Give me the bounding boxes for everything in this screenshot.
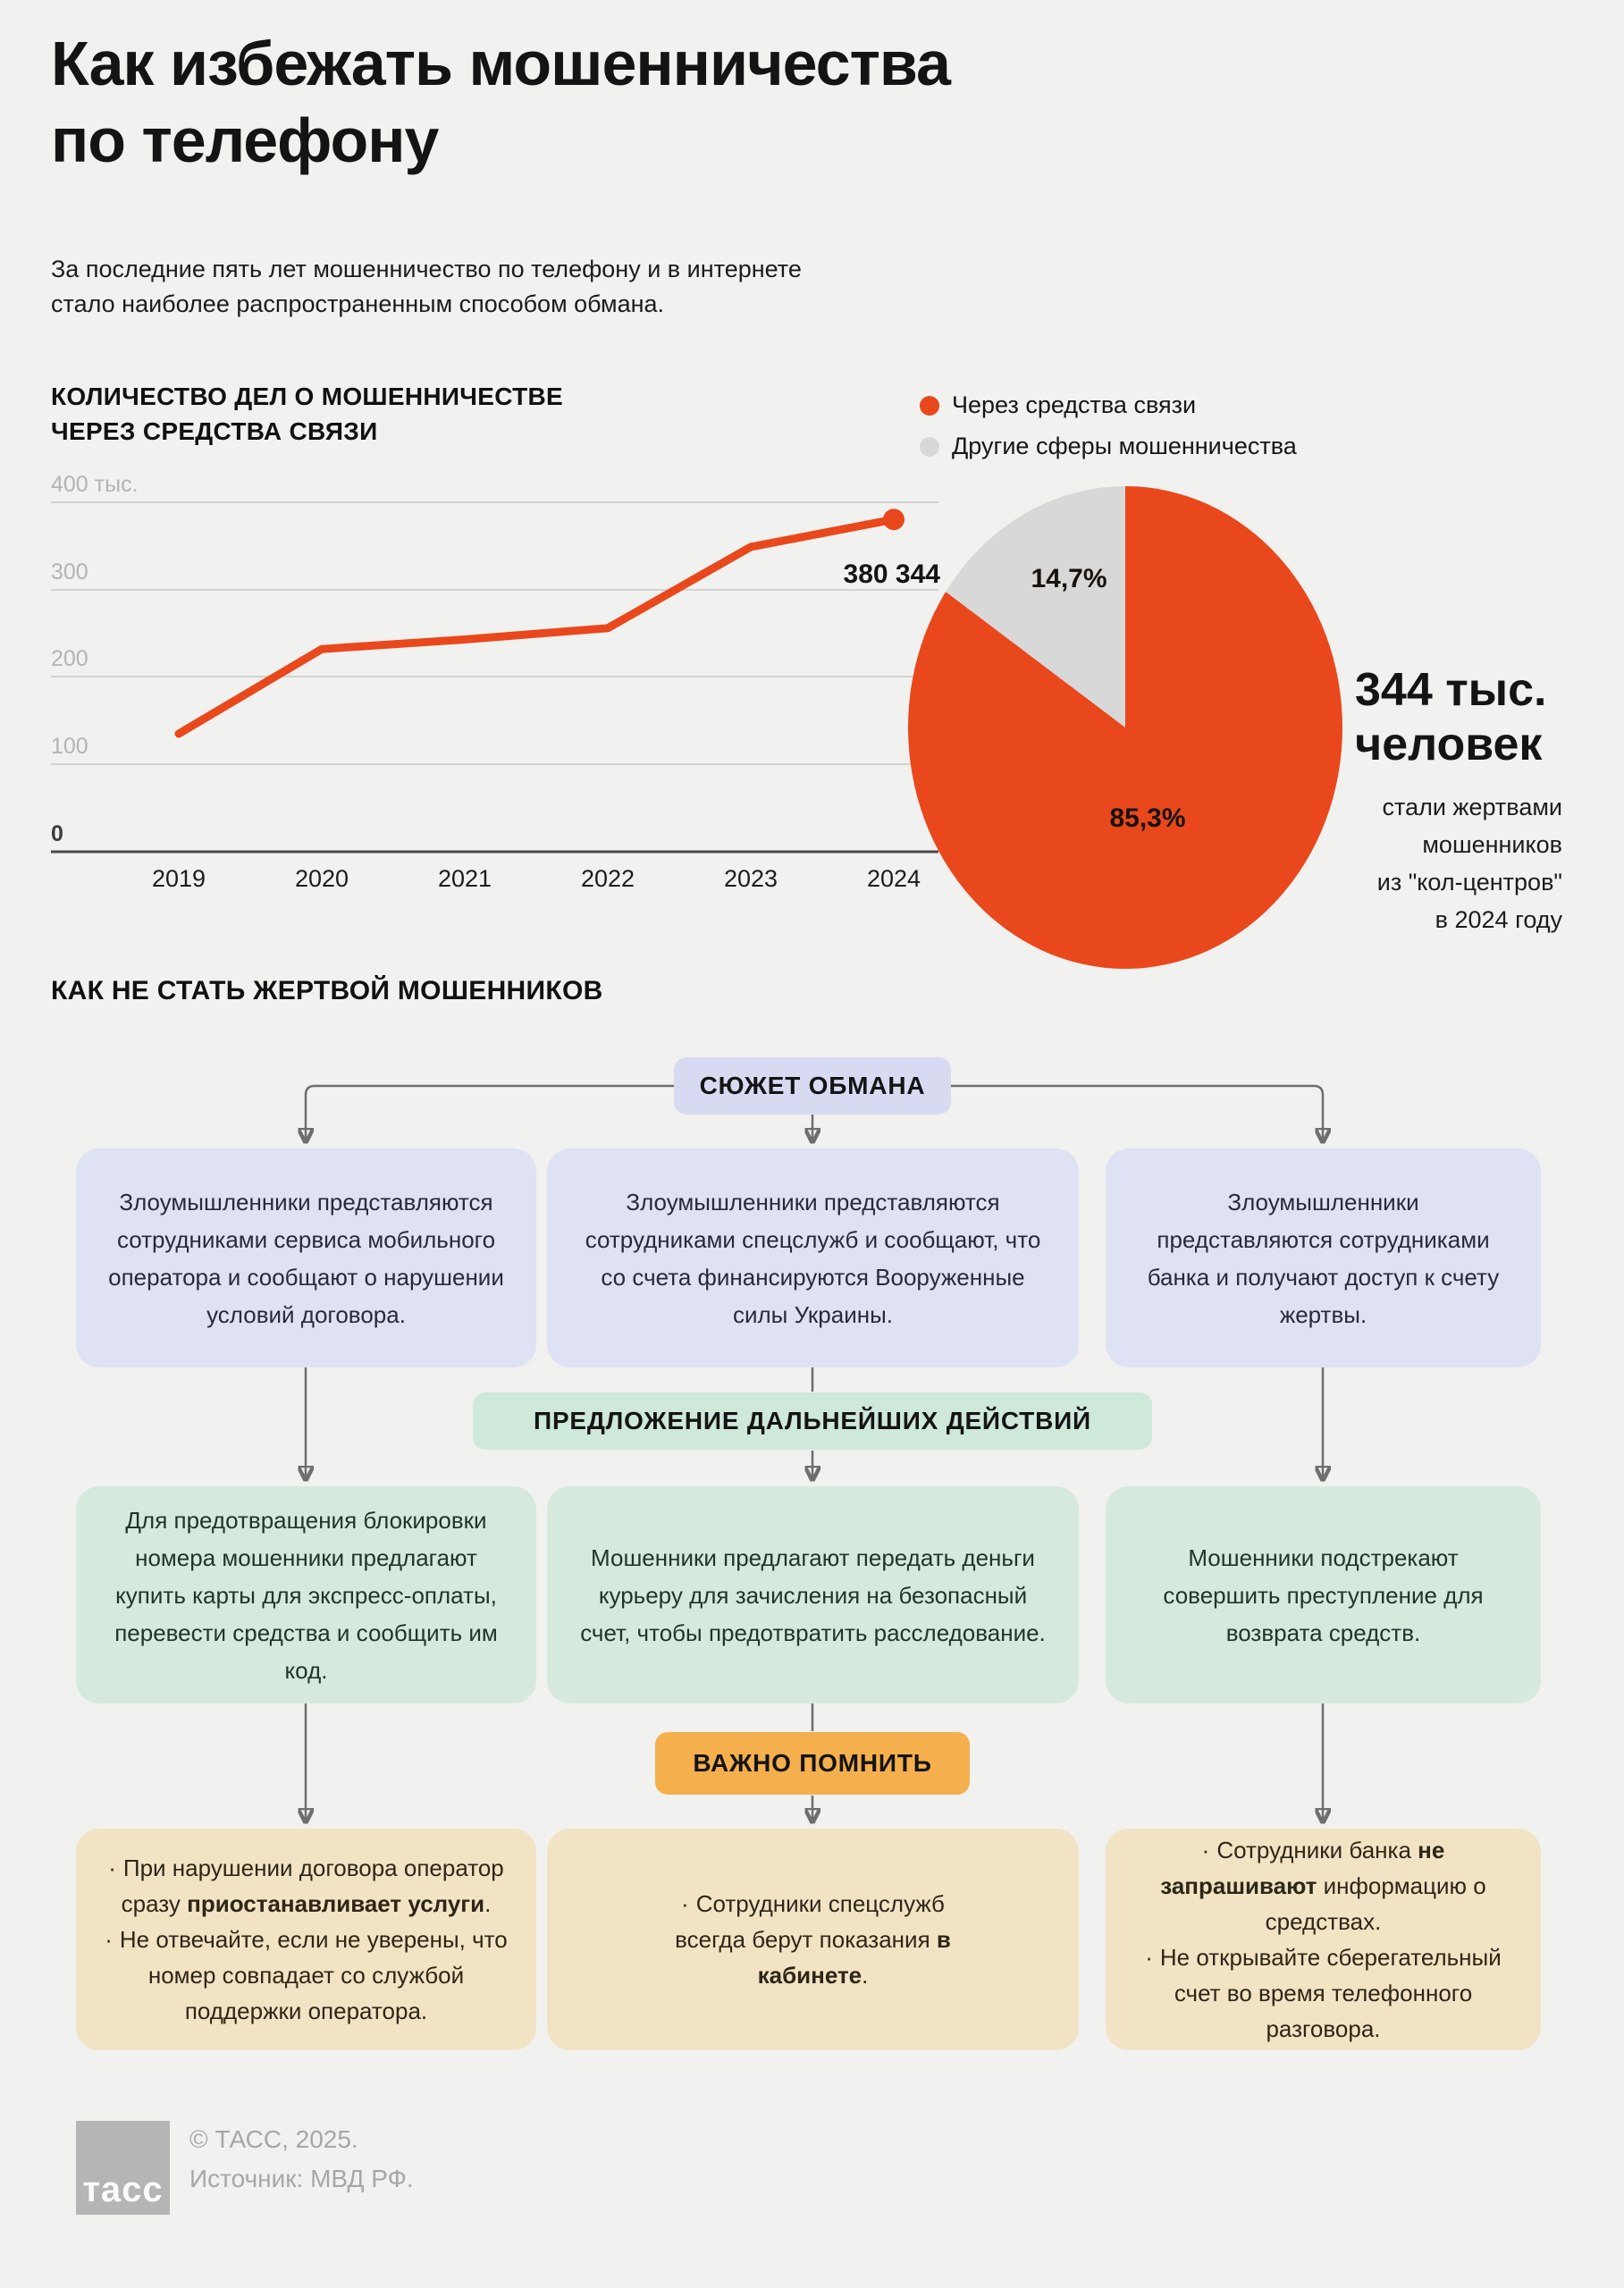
action-box-incite-crime: Мошенники подстрекают совершить преступление для возврата средств. — [1106, 1486, 1541, 1703]
ytick-300: 300 — [51, 559, 88, 585]
footer-source: Источник: МВД РФ. — [189, 2165, 414, 2192]
legend-label: Другие сферы мошенничества — [952, 433, 1297, 459]
page-title-line2: по телефону — [51, 105, 439, 175]
page-title — [51, 25, 950, 179]
legend-dot-orange-icon — [920, 396, 939, 416]
bullet-text-bold: приостанавливает услуги — [187, 1890, 485, 1917]
tass-logo — [76, 2121, 170, 2215]
victims-unit: человек — [1355, 719, 1543, 770]
trend-endpoint-dot — [883, 509, 905, 530]
flowchart-section-title: КАК НЕ СТАТЬ ЖЕРТВОЙ МОШЕННИКОВ — [51, 976, 603, 1005]
xtick-2022: 2022 — [580, 865, 635, 892]
victims-desc-line: мошенников — [1422, 831, 1562, 858]
chart-legend — [920, 391, 1297, 460]
bullet-text: При нарушении договора оператор сразу — [121, 1855, 504, 1917]
xtick-2021: 2021 — [437, 865, 492, 892]
remember-bullet — [97, 1922, 515, 2029]
victims-desc-line: в 2024 году — [1435, 906, 1562, 933]
bullet-text-bold: в кабинете — [757, 1926, 951, 1989]
xtick-2020: 2020 — [294, 865, 349, 892]
pie-label-communications: 85,3% — [1109, 803, 1186, 833]
legend-dot-gray-icon — [920, 437, 939, 457]
ytick-0: 0 — [51, 821, 63, 846]
legend-item-communications — [920, 391, 1297, 419]
remember-box-special-services — [547, 1829, 1079, 2050]
tass-logo-text: тасс — [82, 2170, 164, 2209]
scheme-box-mobile-operator: Злоумышленники представляются сотрудниками сервиса мобильного оператора и сообщают о нарушении условий договора. — [76, 1148, 536, 1367]
xtick-2024: 2024 — [866, 865, 921, 892]
victims-desc-line: стали жертвами — [1382, 794, 1562, 820]
bullet-icon: · — [108, 1855, 116, 1881]
stage-pill-scheme: СЮЖЕТ ОБМАНА — [674, 1057, 951, 1115]
remember-bullet — [97, 1850, 515, 1922]
bullet-icon: · — [1201, 1837, 1210, 1863]
pie-label-other: 14,7% — [1031, 564, 1107, 593]
bullet-text: Не отвечайте, если не уверены, что номер совпадает со службой поддержки оператора. — [119, 1926, 508, 2024]
page-subtitle-line2: стало наиболее распространенным способом обмана. — [51, 290, 665, 317]
victims-callout — [1355, 663, 1562, 938]
xtick-2023: 2023 — [723, 865, 778, 892]
ytick-400: 400 тыс. — [51, 472, 139, 497]
bullet-text: Сотрудники спецслужб всегда берут показания — [675, 1890, 945, 1953]
stage-pill-next-actions: ПРЕДЛОЖЕНИЕ ДАЛЬНЕЙШИХ ДЕЙСТВИЙ — [473, 1392, 1152, 1450]
action-box-express-cards: Для предотвращения блокировки номера мошенники предлагают купить карты для экспресс-оплаты, перевести средства и сообщить им код. — [76, 1486, 536, 1703]
xtick-2019: 2019 — [151, 865, 206, 892]
remember-bullet — [1127, 1939, 1519, 2047]
bullet-icon: · — [1145, 1944, 1153, 1971]
remember-bullet — [645, 1886, 980, 1993]
bullet-text: Не открывайте сберегательный счет во время телефонного разговора. — [1159, 1944, 1502, 2042]
scheme-box-bank: Злоумышленники представляются сотрудниками банка и получают доступ к счету жертвы. — [1106, 1148, 1541, 1367]
action-box-courier-transfer: Мошенники предлагают передать деньги курьеру для зачисления на безопасный счет, чтобы предотвратить расследование. — [547, 1486, 1079, 1703]
bullet-text: информацию о средствах. — [1265, 1872, 1486, 1935]
stage-pill-remember: ВАЖНО ПОМНИТЬ — [655, 1732, 970, 1795]
page-subtitle-line1: За последние пять лет мошенничество по телефону и в интернете — [51, 256, 802, 282]
legend-label: Через средства связи — [952, 391, 1197, 418]
footer-credits — [189, 2120, 414, 2199]
victims-callout-headline — [1355, 663, 1562, 772]
scheme-box-special-services: Злоумышленники представляются сотрудниками спецслужб и сообщают, что со счета финансируются Вооруженные силы Украины. — [547, 1148, 1079, 1367]
bullet-text: Сотрудники банка — [1216, 1837, 1418, 1863]
fraud-share-pie-chart — [908, 486, 1342, 969]
remember-bullet — [1127, 1832, 1519, 1939]
remember-box-operator — [76, 1829, 536, 2050]
remember-box-bank — [1106, 1829, 1541, 2050]
victims-desc-line: из "кол-центров" — [1376, 869, 1562, 896]
line-chart-title-line2: ЧЕРЕЗ СРЕДСТВА СВЯЗИ — [51, 417, 378, 445]
bullet-text-bold: не запрашивают — [1160, 1837, 1445, 1899]
bullet-text: . — [862, 1962, 869, 1989]
bullet-icon: · — [681, 1890, 689, 1917]
victims-callout-description — [1355, 788, 1562, 938]
ytick-200: 200 — [51, 646, 88, 671]
page-title-line1: Как избежать мошенничества — [51, 29, 950, 98]
cases-line-chart — [45, 472, 947, 894]
page-subtitle — [51, 252, 802, 322]
legend-item-other — [920, 433, 1297, 460]
trend-line — [179, 519, 894, 734]
bullet-text: . — [484, 1890, 492, 1917]
footer-copyright: © ТАСС, 2025. — [189, 2125, 358, 2153]
trend-endpoint-label: 380 344 — [843, 559, 940, 589]
ytick-100: 100 — [51, 734, 88, 759]
victims-count: 344 тыс. — [1355, 664, 1547, 716]
line-chart-title-line1: КОЛИЧЕСТВО ДЕЛ О МОШЕННИЧЕСТВЕ — [51, 383, 563, 410]
bullet-icon: · — [105, 1926, 113, 1953]
line-chart-title — [51, 379, 563, 449]
